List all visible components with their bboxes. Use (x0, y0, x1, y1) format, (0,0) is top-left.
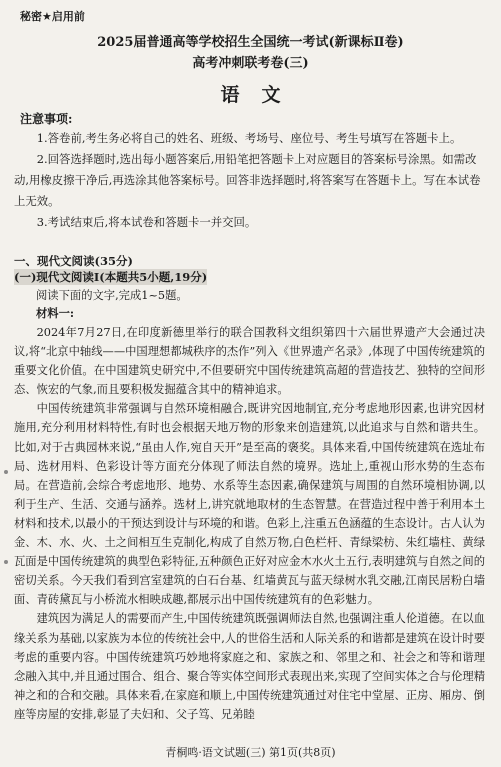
reading-instruction: 阅读下面的文字,完成1~5题。 (36, 289, 188, 302)
article-body (14, 323, 485, 724)
binding-mark (4, 470, 8, 474)
article-paragraph: 中国传统建筑非常强调与自然环境相融合,既讲究因地制宜,充分考虑地形因素,也讲究因材施用,充分利用材料特性,有时也会根据天地万物的形象来创造建筑,以此追求与自然和谐共生。比如,对于古典园林来说,“虽由人作,宛自天开”是至高的褒奖。具体来看,中国传统建筑在选址布局、选材用料、色彩设计等方面充分体现了师法自然的境界。选址上,重视山形水势的生态布局。在营造前,会综合考虑地形、地势、水系等生态因素,确保建筑与周围的自然环境相协调,以利于生产、生活、交通与涵养。选材上,讲究就地取材的生态智慧。在营造过程中善于利用本土材料和技术,以最小的干预达到设计与环境的和谐。色彩上,注重五色涵蕴的生态设计。古人认为金、木、水、火、土之间相互生克制化,构成了自然万物,白色栏杆、青绿梁枋、朱红墙柱、黄绿瓦面是中国传统建筑的典型色彩特征,五种颜色正好对应金木水火土五行,表明建筑与自然之间的密切关系。今天我们看到宫室建筑的白石台基、红墙黄瓦与蓝天绿树水乳交融,江南民居粉白墙面、青砖黛瓦与小桥流水相映成趣,都展示出中国传统建筑有的色彩魅力。 (14, 402, 485, 607)
article-paragraph: 建筑因为满足人的需要而产生,中国传统建筑既强调师法自然,也强调注重人伦道德。在以血缘关系为基础,以家族为本位的传统社会中,人的世俗生活和人际关系的和谐都是建筑在设计时要考虑的重要内容。中国传统建筑巧妙地将家庭之和、家族之和、邻里之和、社会之和等和谐理念融入其中,并且通过围合、组合、聚合等实体空间形式表现出来,实现了空间实体之合与伦理精神之和的合和交融。具体来看,在家庭和顺上,中国传统建筑通过对住宅中堂屋、正房、厢房、倒座等房屋的安排,彰显了夫妇和、父子笃、兄弟睦 (14, 612, 485, 721)
notice-heading: 注意事项: (20, 112, 73, 126)
notice-item: 2.回答选择题时,选出每小题答案后,用铅笔把答题卡上对应题目的答案标号涂黑。如需改动,用橡皮擦干净后,再选涂其他答案标号。回答非选择题时,将答案写在答题卡上。写在本试卷上无效。 (14, 152, 481, 208)
exam-subtitle: 高考冲刺联考卷(三) (192, 56, 309, 71)
binding-mark (4, 560, 8, 564)
notice-item: 3.考试结束后,将本试卷和答题卡一并交回。 (36, 215, 257, 229)
subsection-heading: (一)现代文阅读Ⅰ(本题共5小题,19分) (14, 270, 208, 284)
secret-label: 秘密★启用前 (20, 10, 85, 23)
notice-item: 1.答卷前,考生务必将自己的姓名、班级、考场号、座位号、考生号填写在答题卡上。 (36, 131, 462, 145)
subject-title: 语文 (220, 84, 303, 106)
notice-list (14, 128, 485, 233)
page-footer: 青桐鸣·语文试题(三) 第1页(共8页) (165, 746, 336, 759)
exam-title: 2025届普通高等学校招生全国统一考试(新课标Ⅱ卷) (97, 35, 404, 50)
material-label: 材料一: (36, 306, 75, 320)
section-heading: 一、现代文阅读(35分) (14, 254, 133, 268)
article-paragraph: 2024年7月27日,在印度新德里举行的联合国教科文组织第四十六届世界遗产大会通过决议,将“北京中轴线——中国理想都城秩序的杰作”列入《世界遗产名录》,体现了中国传统建筑的重要文化价值。在中国建筑史研究中,不但要研究中国传统建筑高超的营造技艺、独特的空间形态、恢宏的气象,而且要积极发掘蕴含其中的精神追求。 (14, 326, 485, 397)
